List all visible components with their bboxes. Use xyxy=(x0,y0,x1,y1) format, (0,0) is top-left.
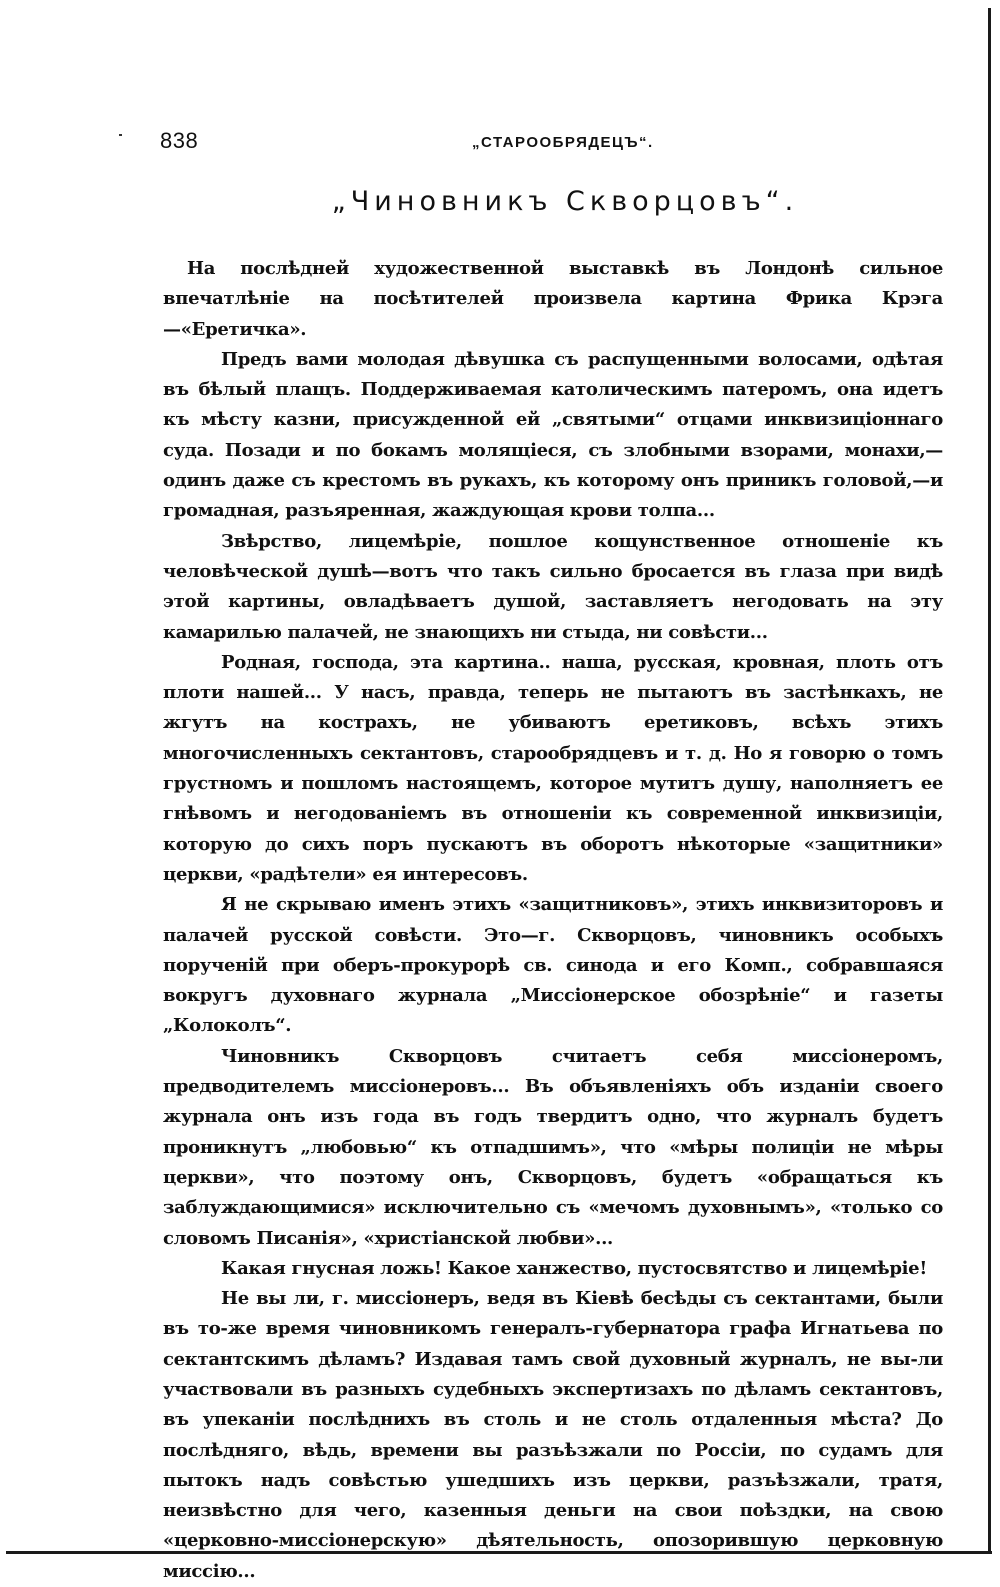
paragraph-1: На послѣдней художественной выставкѣ въ Лондонѣ сильное впечатлѣніе на посѣтителей произвела картина Фрика Крэга—«Еретичка». xyxy=(163,258,943,340)
paragraph-7: Какая гнусная ложь! Какое ханжество, пустосвятство и лицемѣріе! xyxy=(221,1257,927,1279)
scan-speck xyxy=(119,134,122,136)
paragraph-6: Чиновникъ Скворцовъ считаетъ себя миссіонеромъ, предводителемъ миссіонеровъ... Въ объявленіяхъ объ изданіи своего журнала онъ изъ года въ годъ твердитъ одно, что журналъ будетъ проникнутъ „любовью“ къ отпадшимъ», что «мѣры полиціи не мѣры церкви», что поэтому онъ, Скворцовъ, будетъ «обращаться къ заблуждающимися» исключительно съ «мечомъ духовнымъ», «только со словомъ Писанія», «христіанской любви»... xyxy=(163,1045,943,1249)
page-number: 838 xyxy=(160,128,199,153)
page-border-right xyxy=(988,8,991,1553)
paragraph-5: Я не скрываю именъ этихъ «защитниковъ», этихъ инквизиторовъ и палачей русской совѣсти. Это—г. Скворцовъ, чиновникъ особыхъ порученій при оберъ-прокурорѣ св. синода и его Комп., собравшаяся вокругъ духовнаго журнала „Миссіонерское обозрѣніе“ и газеты „Колоколъ“. xyxy=(163,894,943,1037)
paragraph-2: Предъ вами молодая дѣвушка съ распущенными волосами, одѣтая въ бѣлый плащъ. Поддерживаемая католическимъ патеромъ, она идетъ къ мѣсту казни, присужденной ей „святыми“ отцами инквизиціоннаго суда. Позади и по бокамъ молящіеся, съ злобными взорами, монахи,—одинъ даже съ крестомъ въ рукахъ, къ которому онъ приникъ головой,—и громадная, разъяренная, жаждующая крови толпа... xyxy=(163,348,943,522)
paragraph-3: Звѣрство, лицемѣріе, пошлое кощунственное отношеніе къ человѣческой душѣ—вотъ что такъ сильно бросается въ глаза при видѣ этой картины, овладѣваетъ душой, заставляетъ негодовать на эту камарилью палачей, не знающихъ ни стыда, ни совѣсти... xyxy=(163,530,943,643)
running-head: „СТАРООБРЯДЕЦЪ“. xyxy=(472,134,654,151)
article-body xyxy=(163,254,943,1587)
paragraph-8: Не вы ли, г. миссіонеръ, ведя въ Кіевѣ бесѣды съ сектантами, были въ то-же время чиновникомъ генералъ-губернатора графа Игнатьева по сектантскимъ дѣламъ? Издавая тамъ свой духовный журналъ, не вы-ли участвовали въ разныхъ судебныхъ экспертизахъ по дѣламъ сектантовъ, въ упеканіи послѣднихъ въ столь и не столь отдаленныя мѣста? До послѣдняго, вѣдь, времени вы разъѣзжали по Россіи, по судамъ для пытокъ надъ совѣстью ушедшихъ изъ церкви, разъѣзжали, тратя, неизвѣстно для чего, казенныя деньги на свои поѣздки, на свою «церковно-миссіонерскую» дѣятельность, опозорившую церковную миссію... xyxy=(163,1288,943,1582)
article-title: „Чиновникъ Скворцовъ“. xyxy=(331,186,799,217)
paragraph-4: Родная, господа, эта картина.. наша, русская, кровная, плоть отъ плоти нашей... У насъ, правда, теперь не пытаютъ въ застѣнкахъ, не жгутъ на кострахъ, не убиваютъ еретиковъ, всѣхъ этихъ многочисленныхъ сектантовъ, старообрядцевъ и т. д. Но я говорю о томъ грустномъ и пошломъ настоящемъ, которое мутитъ душу, наполняетъ ее гнѣвомъ и негодованіемъ въ отношеніи къ современной инквизиціи, которую до сихъ поръ пускаютъ въ оборотъ нѣкоторые «защитники» церкви, «радѣтели» ея интересовъ. xyxy=(163,651,943,885)
